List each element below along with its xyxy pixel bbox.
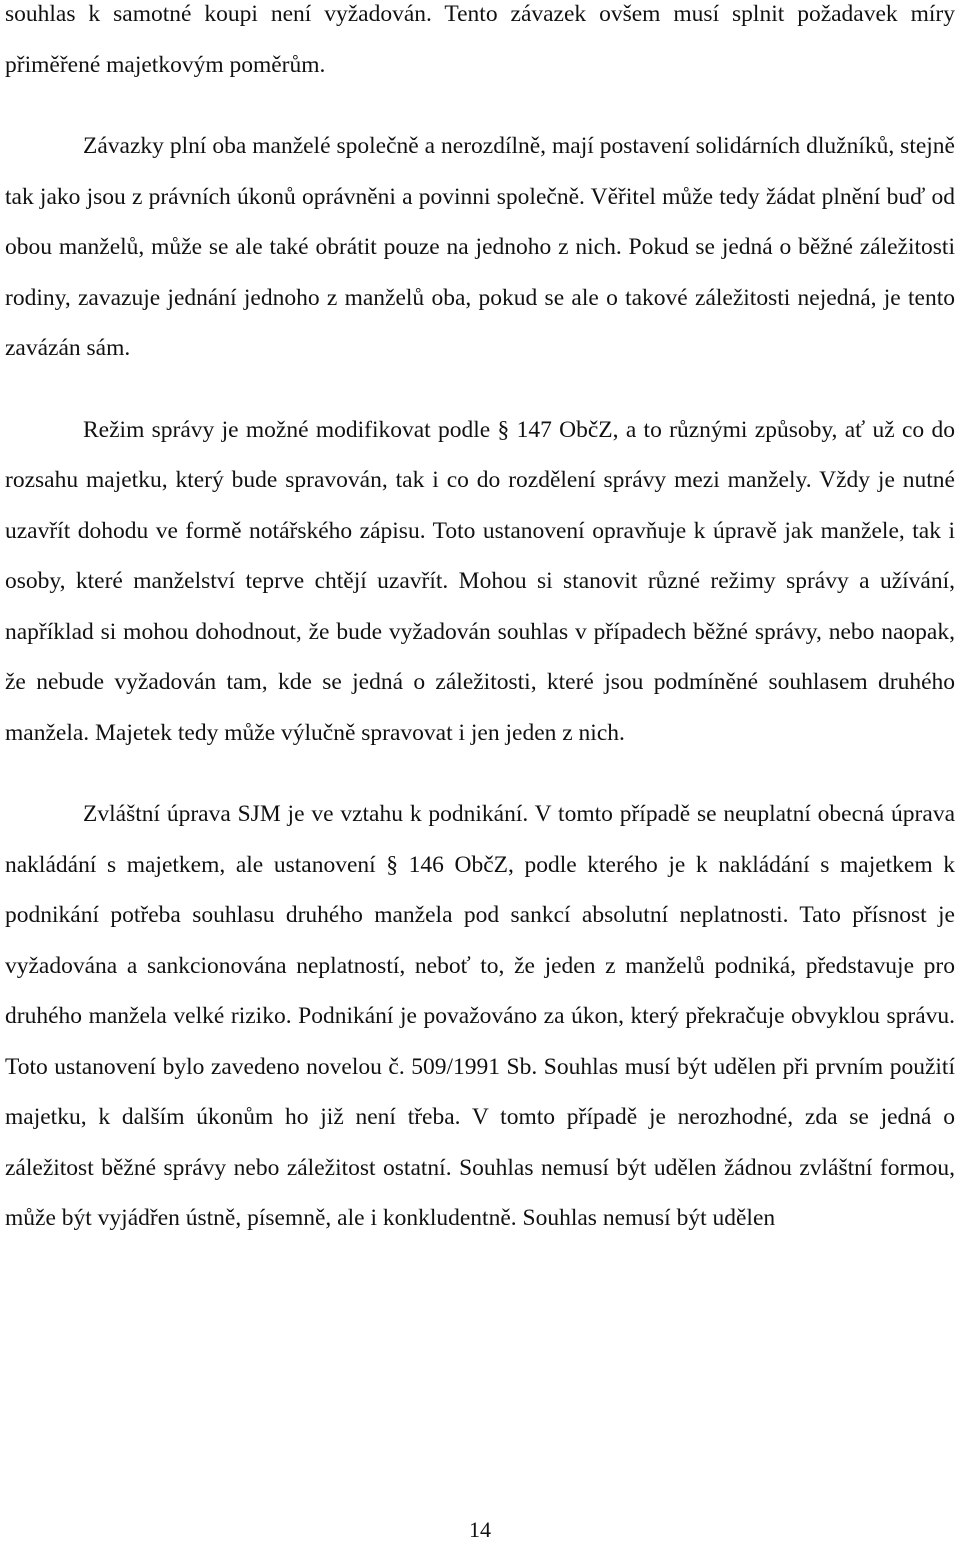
paragraph-3: Režim správy je možné modifikovat podle § 147 ObčZ, a to různými způsoby, ať už co do rozsahu majetku, který bude spravován, tak i co do rozdělení správy mezi manžely. Vždy je nutné uzavřít dohodu ve formě notářského zápisu. Toto ustanovení opravňuje k úpravě jak manžele, tak i osoby, které manželství teprve chtějí uzavřít. Mohou si stanovit různé režimy správy a užívání, například si mohou dohodnout, že bude vyžadován souhlas v případech běžné správy, nebo naopak, že nebude vyžadován tam, kde se jedná o záležitosti, které jsou podmíněné souhlasem druhého manžela. Majetek tedy může výlučně spravovat i jen jeden z nich. bbox=[5, 416, 955, 746]
paragraph-4: Zvláštní úprava SJM je ve vztahu k podnikání. V tomto případě se neuplatní obecná úprava nakládání s majetkem, ale ustanovení § 146 ObčZ, podle kterého je k nakládání s majetkem k podnikání potřeba souhlasu druhého manžela pod sankcí absolutní neplatnosti. Tato přísnost je vyžadována a sankcionována neplatností, neboť to, že jeden z manželů podniká, představuje pro druhého manžela velké riziko. Podnikání je považováno za úkon, který překračuje obvyklou správu. Toto ustanovení bylo zavedeno novelou č. 509/1991 Sb. Souhlas musí být udělen při prvním použití majetku, k dalším úkonům ho již není třeba. V tomto případě je nerozhodné, zda se jedná o záležitost běžné správy nebo záležitost ostatní. Souhlas nemusí být udělen žádnou zvláštní formou, může být vyjádřen ústně, písemně, ale i konkludentně. Souhlas nemusí být udělen bbox=[5, 801, 955, 1231]
document-page bbox=[5, 0, 955, 1244]
paragraph-1: souhlas k samotné koupi není vyžadován. Tento závazek ovšem musí splnit požadavek míry přiměřené majetkovým poměrům. bbox=[5, 1, 955, 78]
page-number: 14 bbox=[469, 1517, 491, 1542]
paragraph-2: Závazky plní oba manželé společně a nerozdílně, mají postavení solidárních dlužníků, stejně tak jako jsou z právních úkonů oprávněni a povinni společně. Věřitel může tedy žádat plnění buď od obou manželů, může se ale také obrátit pouze na jednoho z nich. Pokud se jedná o běžné záležitosti rodiny, zavazuje jednání jednoho z manželů oba, pokud se ale o takové záležitosti nejedná, je tento zavázán sám. bbox=[5, 133, 955, 361]
